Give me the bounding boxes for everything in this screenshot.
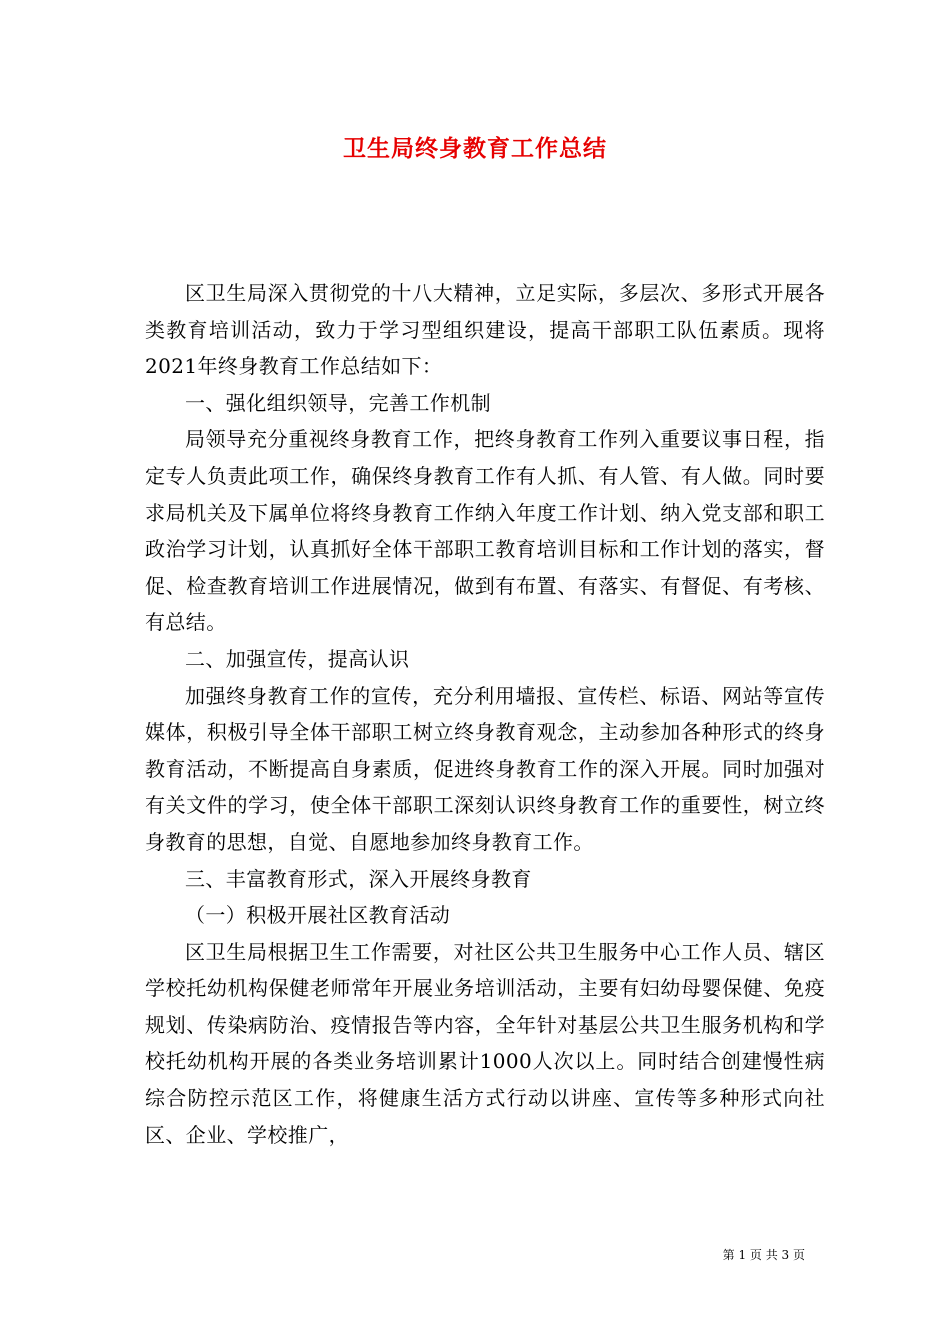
intro-paragraph: 区卫生局深入贯彻党的十八大精神，立足实际，多层次、多形式开展各类教育培训活动，致力于学习型组织建设，提高干部职工队伍素质。现将2021年终身教育工作总结如下： — [145, 281, 825, 379]
section-heading-1: 一、强化组织领导，完善工作机制 — [185, 390, 491, 415]
document-title: 卫生局终身教育工作总结 — [343, 135, 607, 162]
section-paragraph-2: 加强终身教育工作的宣传，充分利用墙报、宣传栏、标语、网站等宣传媒体，积极引导全体干部职工树立终身教育观念，主动参加各种形式的终身教育活动，不断提高自身素质，促进终身教育工作的深入开展。同时加强对有关文件的学习，使全体干部职工深刻认识终身教育工作的重要性，树立终身教育的思想，自觉、自愿地参加终身教育工作。 — [145, 683, 825, 854]
document-body — [145, 275, 825, 1153]
section-paragraph-1: 局领导充分重视终身教育工作，把终身教育工作列入重要议事日程，指定专人负责此项工作，确保终身教育工作有人抓、有人管、有人做。同时要求局机关及下属单位将终身教育工作纳入年度工作计划、纳入党支部和职工政治学习计划，认真抓好全体干部职工教育培训目标和工作计划的落实，督促、检查教育培训工作进展情况，做到有布置、有落实、有督促、有考核、有总结。 — [145, 427, 825, 635]
section-heading-2: 二、加强宣传，提高认识 — [185, 646, 410, 671]
subsection-heading-3-1: （一）积极开展社区教育活动 — [185, 903, 451, 928]
subsection-paragraph-3-1: 区卫生局根据卫生工作需要，对社区公共卫生服务中心工作人员、辖区学校托幼机构保健老师常年开展业务培训活动，主要有妇幼母婴保健、免疫规划、传染病防治、疫情报告等内容，全年针对基层公共卫生服务机构和学校托幼机构开展的各类业务培训累计1000人次以上。同时结合创建慢性病综合防控示范区工作，将健康生活方式行动以讲座、宣传等多种形式向社区、企业、学校推广， — [145, 939, 825, 1147]
section-heading-3: 三、丰富教育形式，深入开展终身教育 — [185, 866, 532, 891]
page-number-footer: 第 1 页 共 3 页 — [722, 1248, 805, 1262]
